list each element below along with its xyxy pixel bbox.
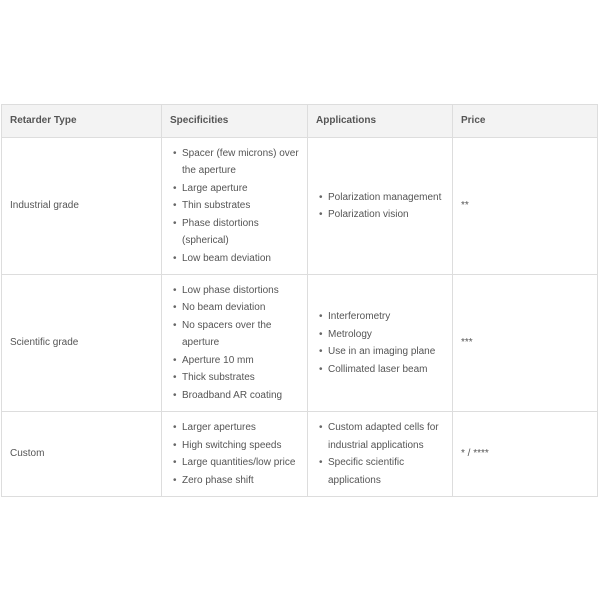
cell-price: * / **** [453, 412, 598, 497]
cell-type: Scientific grade [2, 275, 162, 412]
header-retarder-type: Retarder Type [2, 105, 162, 138]
list-item: • Phase distortions (spherical) [170, 215, 299, 250]
list-item: • Custom adapted cells for industrial applications [316, 419, 444, 454]
specificities-list [170, 145, 299, 268]
list-item: • Spacer (few microns) over the aperture [170, 145, 299, 180]
list-item: • Low phase distortions [170, 282, 299, 300]
list-item: • High switching speeds [170, 437, 299, 455]
specificities-list [170, 282, 299, 405]
header-applications: Applications [308, 105, 453, 138]
applications-list [316, 308, 444, 378]
specificities-list [170, 419, 299, 489]
list-item: • Polarization vision [316, 206, 444, 224]
list-item: • Thin substrates [170, 197, 299, 215]
cell-price: ** [453, 138, 598, 275]
cell-applications [308, 138, 453, 275]
table-row-industrial [2, 138, 598, 275]
table-row-custom [2, 412, 598, 497]
applications-list [316, 189, 444, 224]
cell-specificities [162, 412, 308, 497]
list-item: • Thick substrates [170, 369, 299, 387]
table-header-row [2, 105, 598, 138]
list-item: • Broadband AR coating [170, 387, 299, 405]
list-item: • Low beam deviation [170, 250, 299, 268]
cell-specificities [162, 138, 308, 275]
retarder-comparison-table [1, 104, 598, 497]
list-item: • Zero phase shift [170, 472, 299, 490]
cell-type: Industrial grade [2, 138, 162, 275]
list-item: • Specific scientific applications [316, 454, 444, 489]
list-item: • Collimated laser beam [316, 361, 444, 379]
applications-list [316, 419, 444, 489]
retarder-comparison-table-wrapper [1, 104, 597, 497]
list-item: • No beam deviation [170, 299, 299, 317]
table-row-scientific [2, 275, 598, 412]
header-price: Price [453, 105, 598, 138]
cell-type: Custom [2, 412, 162, 497]
list-item: • Large quantities/low price [170, 454, 299, 472]
list-item: • Large aperture [170, 180, 299, 198]
header-specificities: Specificities [162, 105, 308, 138]
list-item: • No spacers over the aperture [170, 317, 299, 352]
cell-price: *** [453, 275, 598, 412]
cell-applications [308, 275, 453, 412]
list-item: • Metrology [316, 326, 444, 344]
list-item: • Larger apertures [170, 419, 299, 437]
list-item: • Interferometry [316, 308, 444, 326]
cell-specificities [162, 275, 308, 412]
list-item: • Use in an imaging plane [316, 343, 444, 361]
list-item: • Polarization management [316, 189, 444, 207]
list-item: • Aperture 10 mm [170, 352, 299, 370]
cell-applications [308, 412, 453, 497]
